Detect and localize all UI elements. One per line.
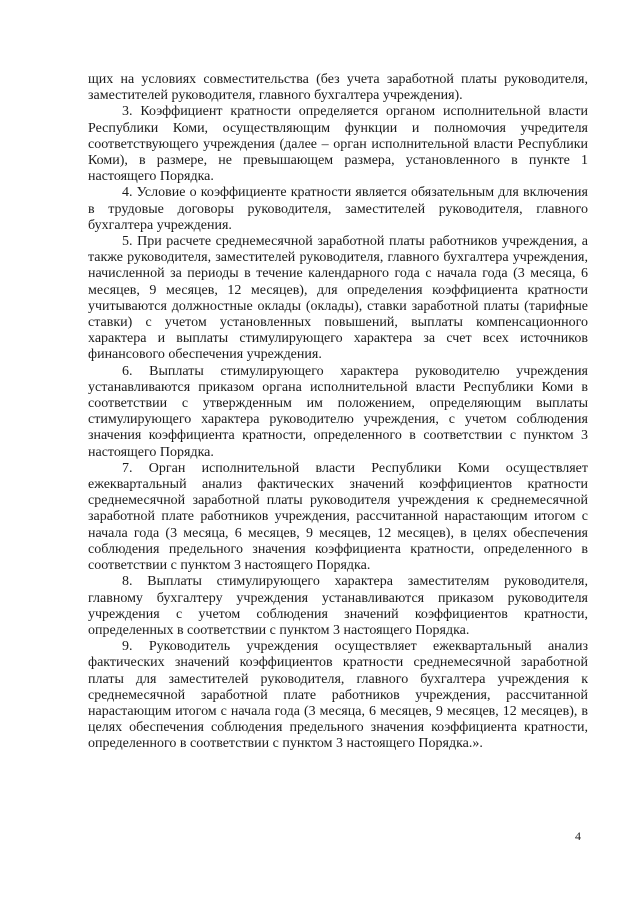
paragraph-item-3: 3. Коэффициент кратности определяется органом исполнительной власти Республики Коми, осуществляющим функции и полномочия учредителя соответствующего учреждения (далее – орган исполнительной власти Республики Коми), в размере, не превышающем размера, установленного в пункте 1 настоящего Порядка. xyxy=(88,104,588,185)
paragraph-item-9: 9. Руководитель учреждения осуществляет ежеквартальный анализ фактических значений коэффициентов кратности среднемесячной заработной платы для заместителей руководителя, главного бухгалтера учреждения к среднемесячной заработной плате работников учреждения, рассчитанной нарастающим итогом с начала года (3 месяца, 6 месяцев, 9 месяцев, 12 месяцев), в целях обеспечения соблюдения предельного значения коэффициента кратности, определенного в соответствии с пунктом 3 настоящего Порядка.». xyxy=(88,639,588,752)
paragraph-continuation: щих на условиях совместительства (без учета заработной платы руководителя, заместителей руководителя, главного бухгалтера учреждения). xyxy=(88,72,588,104)
paragraph-item-4: 4. Условие о коэффициенте кратности является обязательным для включения в трудовые договоры руководителя, заместителей руководителя, главного бухгалтера учреждения. xyxy=(88,185,588,233)
document-body xyxy=(88,72,588,753)
paragraph-item-8: 8. Выплаты стимулирующего характера заместителям руководителя, главному бухгалтеру учреждения устанавливаются приказом руководителя учреждения с учетом соблюдения значений коэффициентов кратности, определенных в соответствии с пунктом 3 настоящего Порядка. xyxy=(88,574,588,638)
paragraph-item-5: 5. При расчете среднемесячной заработной платы работников учреждения, а также руководителя, заместителей руководителя, главного бухгалтера учреждения, начисленной за периоды в течение календарного года с начала года (3 месяца, 6 месяцев, 9 месяцев, 12 месяцев), для определения коэффициента кратности учитываются должностные оклады (оклады), ставки заработной платы (тарифные ставки) с учетом установленных повышений, выплаты компенсационного характера и выплаты стимулирующего характера за счет всех источников финансового обеспечения учреждения. xyxy=(88,234,588,363)
paragraph-item-7: 7. Орган исполнительной власти Республики Коми осуществляет ежеквартальный анализ фактических значений коэффициентов кратности среднемесячной заработной платы руководителя учреждения к среднемесячной заработной плате работников учреждения, рассчитанной нарастающим итогом с начала года (3 месяца, 6 месяцев, 9 месяцев, 12 месяцев), в целях обеспечения соблюдения предельного значения коэффициента кратности, определенного в соответствии с пунктом 3 настоящего Порядка. xyxy=(88,460,588,574)
paragraph-item-6: 6. Выплаты стимулирующего характера руководителю учреждения устанавливаются приказом органа исполнительной власти Республики Коми в соответствии с утвержденным им положением, определяющим выплаты стимулирующего характера руководителю учреждения, с учетом соблюдения значения коэффициента кратности, определенного в соответствии с пунктом 3 настоящего Порядка. xyxy=(88,363,588,460)
page-number: 4 xyxy=(575,829,581,843)
